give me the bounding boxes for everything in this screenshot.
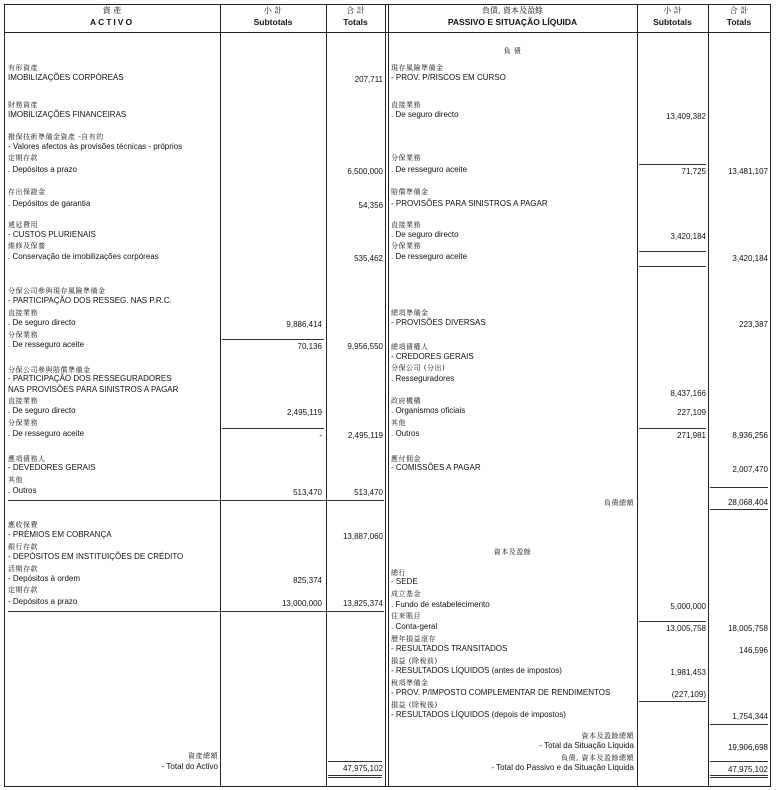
zh-label: 歷年損益滾存 bbox=[391, 635, 436, 643]
zh-label: 損益 (除稅前) bbox=[391, 657, 438, 665]
total-value: 54,356 bbox=[358, 201, 383, 210]
zh-label: 稅項準備金 bbox=[391, 679, 429, 687]
line-label-2: NAS PROVISÕES PARA SINISTROS A PAGAR bbox=[8, 385, 179, 394]
line-label: . De seguro directo bbox=[391, 110, 459, 119]
zh-label: 存出保證金 bbox=[8, 188, 46, 196]
rule bbox=[639, 266, 706, 267]
total-value: 28,068,404 bbox=[727, 498, 768, 507]
zh-label: 損益 (除稅後) bbox=[391, 701, 438, 709]
total-value: 3,420,184 bbox=[732, 254, 768, 263]
col-line bbox=[388, 4, 389, 787]
section-title-passivo: 負 債 bbox=[503, 47, 522, 55]
total-value: 513,470 bbox=[354, 488, 383, 497]
line-label: . De resseguro aceite bbox=[391, 165, 468, 174]
zh-label: 定期存款 bbox=[8, 154, 38, 162]
line-label: . Outros bbox=[8, 486, 37, 495]
col-line bbox=[326, 4, 327, 787]
total-value: 207,711 bbox=[354, 75, 383, 84]
zh-label: 資本及盈餘總額 bbox=[581, 732, 634, 740]
total-passivo-label: - Total do Passivo e da Situação Líquida bbox=[491, 763, 634, 772]
zh-label: 直接業務 bbox=[8, 397, 38, 405]
line-label: . Resseguradores bbox=[391, 374, 455, 383]
line-label: . Organismos oficiais bbox=[391, 406, 466, 415]
rule bbox=[328, 777, 382, 778]
rule bbox=[8, 500, 384, 501]
total-value: 19,906,698 bbox=[727, 743, 768, 752]
line-label: - Depósitos à ordem bbox=[8, 574, 81, 583]
zh-label: 賠償準備金 bbox=[391, 188, 429, 196]
zh-label: 其他 bbox=[8, 476, 23, 484]
rule bbox=[328, 775, 382, 776]
line-label: - PROVISÕES DIVERSAS bbox=[391, 318, 486, 327]
zh-label: 分保公司參與賠償準備金 bbox=[8, 366, 91, 374]
rule bbox=[639, 621, 706, 622]
total-activo-value: 47,975,102 bbox=[342, 764, 383, 773]
rule bbox=[710, 487, 768, 488]
total-value: 18,005,758 bbox=[727, 624, 768, 633]
line-label: . De seguro directo bbox=[391, 230, 459, 239]
subtotal-value: 3,420,184 bbox=[670, 232, 706, 241]
header-totals-zh: 合 計 bbox=[346, 6, 365, 15]
balance-sheet bbox=[4, 4, 771, 787]
subtotal-value: 2,495,119 bbox=[287, 408, 322, 417]
line-label: . De seguro directo bbox=[8, 318, 76, 327]
total-activo-label: - Total do Activo bbox=[161, 762, 218, 771]
total-value: 2,495,119 bbox=[348, 431, 383, 440]
header-activo-zh: 資 產 bbox=[102, 6, 122, 15]
line-label: . Fundo de estabelecimento bbox=[391, 600, 490, 609]
subtotal-value: 513,470 bbox=[293, 488, 322, 497]
zh-label: 分保公司 (分出) bbox=[391, 364, 446, 372]
zh-label: 總項準備金 bbox=[391, 309, 429, 317]
total-value: 2,007,470 bbox=[732, 465, 768, 474]
line-label: . De resseguro aceite bbox=[8, 340, 85, 349]
zh-label: 政府機構 bbox=[391, 397, 421, 405]
rule bbox=[328, 761, 382, 762]
rule bbox=[710, 775, 768, 776]
subtotal-value: 8,437,166 bbox=[670, 389, 706, 398]
header-subtotals: Subtotals bbox=[253, 17, 293, 27]
zh-label: 應付佣金 bbox=[391, 455, 421, 463]
zh-label: 銀行存款 bbox=[8, 543, 38, 551]
total-value: 223,387 bbox=[739, 320, 768, 329]
subtotal-value: - bbox=[319, 431, 322, 440]
header-totals2: Totals bbox=[726, 17, 752, 27]
subtotal-value: 13,005,758 bbox=[665, 624, 706, 633]
line-label: . Depósitos de garantia bbox=[8, 199, 91, 208]
zh-label: 應項債務人 bbox=[8, 455, 46, 463]
line-label: - COMISSÕES A PAGAR bbox=[391, 463, 481, 472]
subtotal-value: 71,725 bbox=[681, 167, 706, 176]
zh-label: 撥保技術準備金資產 -自有的 bbox=[8, 133, 104, 141]
section-title-capital: 資本及盈餘 bbox=[493, 548, 532, 556]
subtotal-value: 271,981 bbox=[677, 431, 706, 440]
line-label: - DEVEDORES GERAIS bbox=[8, 463, 96, 472]
header-passivo: PASSIVO E SITUAÇÃO LÍQUIDA bbox=[447, 17, 578, 27]
zh-label: 定期存款 bbox=[8, 586, 38, 594]
line-label: . Conservação de imobilizações corpóreas bbox=[8, 252, 159, 261]
zh-label: 應收保費 bbox=[8, 521, 38, 529]
line-label: - PROVISÕES PARA SINISTROS A PAGAR bbox=[391, 199, 548, 208]
rule bbox=[710, 777, 768, 778]
line-label: . Outros bbox=[391, 429, 420, 438]
line-label: - RESULTADOS LÍQUIDOS (depois de impostos) bbox=[391, 710, 566, 719]
rule bbox=[639, 164, 706, 165]
line-label: . De resseguro aceite bbox=[391, 252, 468, 261]
total-value: 13,481,107 bbox=[727, 167, 768, 176]
total-value: 13,887,060 bbox=[342, 532, 383, 541]
subtotal-value: 13,409,382 bbox=[665, 112, 706, 121]
header-subtotals2: Subtotals bbox=[653, 17, 692, 27]
total-value: 6,500,000 bbox=[347, 167, 383, 176]
zh-label: 遞延費用 bbox=[8, 221, 38, 229]
line-label: - CREDORES GERAIS bbox=[391, 352, 474, 361]
line-label: - RESULTADOS TRANSITADOS bbox=[391, 644, 508, 653]
total-passivo-value: 47,975,102 bbox=[727, 765, 768, 774]
line-label: . De seguro directo bbox=[8, 406, 76, 415]
header-totals: Totals bbox=[343, 17, 368, 27]
total-value: 8,936,256 bbox=[732, 431, 768, 440]
zh-label: 往來賬目 bbox=[391, 612, 421, 620]
line-label: - PROV. P/RISCOS EM CURSO bbox=[391, 73, 506, 82]
subtotal-value: 5,000,000 bbox=[670, 602, 706, 611]
total-value: 1,754,344 bbox=[732, 712, 768, 721]
line-label: . De resseguro aceite bbox=[8, 429, 85, 438]
zh-label: 現存風險準備金 bbox=[391, 64, 444, 72]
zh-label: 總項債權人 bbox=[391, 343, 429, 351]
zh-label: 分保業務 bbox=[391, 154, 421, 162]
zh-label: 分保業務 bbox=[8, 331, 38, 339]
col-line bbox=[220, 4, 221, 787]
rule bbox=[710, 724, 768, 725]
rule bbox=[222, 339, 324, 340]
total-value: 13,825,374 bbox=[342, 599, 383, 608]
line-label: - PARTICIPAÇÃO DOS RESSEGURADORES bbox=[8, 374, 172, 383]
line-label: . Conta-geral bbox=[391, 622, 438, 631]
total-situacao-label: - Total da Situação Líquida bbox=[539, 741, 634, 750]
zh-label: 直接業務 bbox=[8, 309, 38, 317]
subtotal-value: 9,886,414 bbox=[286, 320, 322, 329]
zh-label: 直接業務 bbox=[391, 221, 421, 229]
rule bbox=[639, 701, 706, 702]
zh-label: 分保業務 bbox=[391, 242, 421, 250]
zh-label: 維修及保養 bbox=[8, 242, 46, 250]
header-totals2-zh: 合 計 bbox=[729, 6, 749, 15]
line-label: - CUSTOS PLURIENAIS bbox=[8, 230, 96, 239]
header-passivo-zh: 負債, 資本及盈餘 bbox=[481, 6, 544, 15]
zh-label: 有形資產 bbox=[8, 64, 38, 72]
col-line bbox=[385, 4, 386, 787]
col-line bbox=[4, 4, 5, 787]
zh-label: 成立基金 bbox=[391, 590, 421, 598]
zh-label: 總行 bbox=[391, 569, 406, 577]
line-label: - Valores afectos às provisões técnicas - próprios bbox=[8, 142, 183, 151]
zh-label: 直接業務 bbox=[391, 101, 421, 109]
line-label: . Depósitos a prazo bbox=[8, 165, 77, 174]
subtotal-value: 825,374 bbox=[293, 576, 322, 585]
zh-label: 財務資產 bbox=[8, 101, 38, 109]
line-label: - RESULTADOS LÍQUIDOS (antes de impostos) bbox=[391, 666, 562, 675]
header-subtotals-zh: 小 計 bbox=[263, 6, 283, 15]
zh-label: 其他 bbox=[391, 419, 406, 427]
zh-label: 分保公司參與現存風險準備金 bbox=[8, 287, 106, 295]
line-label: - Depósitos a prazo bbox=[8, 597, 78, 606]
zh-label: 活期存款 bbox=[8, 565, 38, 573]
rule bbox=[710, 509, 768, 510]
subtotal-value: 1,981,453 bbox=[670, 668, 706, 677]
rule bbox=[710, 761, 768, 762]
line-label: - PRÉMIOS EM COBRANÇA bbox=[8, 530, 112, 539]
header-subtotals2-zh: 小 計 bbox=[663, 6, 682, 15]
rule bbox=[8, 611, 384, 612]
subtotal-value: 13,000,000 bbox=[281, 599, 322, 608]
rule bbox=[639, 251, 706, 252]
total-value: 9,956,550 bbox=[347, 342, 383, 351]
subtotal-value: 70,136 bbox=[297, 342, 322, 351]
col-line bbox=[708, 4, 709, 787]
col-line bbox=[770, 4, 771, 787]
header-activo: ACTIVO bbox=[89, 17, 135, 27]
line-label: - PROV. P/IMPOSTO COMPLEMENTAR DE RENDIMENTOS bbox=[391, 688, 611, 697]
zh-label: 資產總額 bbox=[188, 752, 218, 760]
total-value: 146,596 bbox=[739, 646, 768, 655]
subtotal-value: (227,109) bbox=[671, 690, 706, 699]
zh-label: 負債, 資本及盈餘總額 bbox=[561, 754, 634, 762]
line-label: - SEDE bbox=[391, 577, 418, 586]
line-label: IMOBILIZAÇÕES FINANCEIRAS bbox=[8, 110, 127, 119]
rule bbox=[639, 428, 706, 429]
subtotal-value: 227,109 bbox=[677, 408, 706, 417]
line-label: - PARTICIPAÇÃO DOS RESSEG. NAS P.R.C. bbox=[8, 296, 172, 305]
zh-label: 負債總額 bbox=[604, 499, 634, 507]
zh-label: 分保業務 bbox=[8, 419, 38, 427]
line-label: - DEPÓSITOS EM INSTITUIÇÕES DE CRÉDITO bbox=[8, 552, 184, 561]
rule bbox=[222, 428, 324, 429]
total-value: 535,462 bbox=[354, 254, 383, 263]
line-label: IMOBILIZAÇÕES CORPÓREAS bbox=[8, 73, 124, 82]
